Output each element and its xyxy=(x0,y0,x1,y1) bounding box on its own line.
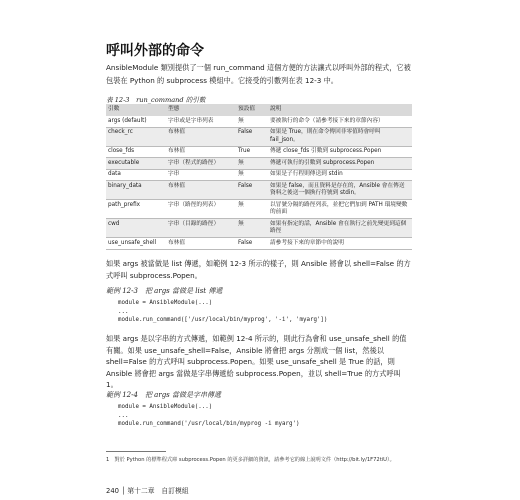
cell-default: False xyxy=(236,181,268,200)
header-default: 預設值 xyxy=(236,104,268,116)
footnote: 1 對於 Python 的標準程式庫 subprocess.Popen 的更多詳細的資訊，請參考它的線上說明文件（http://bit.ly/1F72tiU）。 xyxy=(106,457,395,463)
example-12-3-code: module = AnsibleModule(...) ... module.run_command(['/usr/local/bin/myprog', '-i', 'myarg']) xyxy=(118,300,328,324)
cell-default: False xyxy=(236,238,268,250)
cell-argument: binary_data xyxy=(106,181,166,200)
cell-argument: close_fds xyxy=(106,146,166,158)
cell-description: 請參考接下來的章節中的說明 xyxy=(268,238,412,250)
cell-type: 字串（目錄的路徑） xyxy=(166,219,236,238)
page-footer: 240 │ 第十二章 自訂模組 xyxy=(106,487,189,495)
table-row xyxy=(106,238,412,250)
example-12-3-caption: 範例 12-3 把 args 當做是 list 傳遞 xyxy=(106,287,223,295)
example-12-4-caption: 範例 12-4 把 args 當做是字串傳遞 xyxy=(106,391,221,399)
cell-default: False xyxy=(236,127,268,146)
cell-type: 布林值 xyxy=(166,146,236,158)
table-row xyxy=(106,146,412,158)
cell-type: 布林值 xyxy=(166,127,236,146)
cell-description: 如果是 True，則在命令傳回非零值時會呼叫 fail_json。 xyxy=(268,127,412,146)
cell-description: 傳遞 close_fds 引數到 subprocess.Popen xyxy=(268,146,412,158)
table-row xyxy=(106,127,412,146)
table-row xyxy=(106,200,412,219)
cell-default: 無 xyxy=(236,158,268,170)
table-row xyxy=(106,181,412,200)
table-row xyxy=(106,219,412,238)
cell-argument: check_rc xyxy=(106,127,166,146)
section-heading: 呼叫外部的命令 xyxy=(106,43,204,59)
table-row xyxy=(106,169,412,181)
intro-paragraph: AnsibleModule 類別提供了一個 run_command 這個方便的方法讓式以呼叫外部的程式，它被包裝在 Python 的 subprocess 模組中。它接受的引數列在表 12-3 中。 xyxy=(106,63,411,85)
cell-description: 如果是 false，而且資料是存在的，Ansible 會在傳送資料之後送一個換行符號到 stdin。 xyxy=(268,181,412,200)
example-12-4-code: module = AnsibleModule(...) ... module.run_command('/usr/local/bin/myprog -i myarg') xyxy=(118,404,300,428)
arguments-table xyxy=(106,104,412,250)
cell-default: 無 xyxy=(236,169,268,181)
cell-argument: path_prefix xyxy=(106,200,166,219)
cell-default: 無 xyxy=(236,200,268,219)
cell-argument: data xyxy=(106,169,166,181)
cell-type: 字串或是字串列表 xyxy=(166,116,236,127)
cell-type: 字串 xyxy=(166,169,236,181)
header-type: 型態 xyxy=(166,104,236,116)
footnote-divider xyxy=(106,451,166,452)
cell-description: 如果是子行程則傳送到 stdin xyxy=(268,169,412,181)
header-description: 說明 xyxy=(268,104,412,116)
header-argument: 引數 xyxy=(106,104,166,116)
cell-type: 字串（程式的路徑） xyxy=(166,158,236,170)
cell-argument: args (default) xyxy=(106,116,166,127)
cell-default: True xyxy=(236,146,268,158)
paragraph-string-args: 如果 args 是以字串的方式傳遞，如範例 12-4 所示的，則此行為會和 use_unsafe_shell 的值有關。如果 use_unsafe_shell=False，Ansible 將會把 args 分割成一個 list，然後以 shell=False 的方式呼叫 subprocess.Popen。如果 use_unsafe_shell 是 True 的話，則 Ansible 將會把 args 當做是字串傳遞給 subprocess.Popen，並以 shell=True 的方式呼叫 1。 xyxy=(106,334,407,389)
cell-type: 布林值 xyxy=(166,238,236,250)
cell-argument: executable xyxy=(106,158,166,170)
paragraph-list-args: 如果 args 被當做是 list 傳遞，如範例 12-3 所示的樣子，則 Ansible 將會以 shell=False 的方式呼叫 subprocess.Popen。 xyxy=(106,259,411,280)
cell-type: 布林值 xyxy=(166,181,236,200)
table-header-row xyxy=(106,104,412,116)
table-caption: 表 12-3 run_command 的引數 xyxy=(106,96,206,104)
cell-description: 如果有指定的話，Ansible 會在執行之前先變更到這個路徑 xyxy=(268,219,412,238)
cell-type: 字串（路徑的列表） xyxy=(166,200,236,219)
table-row xyxy=(106,158,412,170)
cell-argument: use_unsafe_shell xyxy=(106,238,166,250)
cell-default: 無 xyxy=(236,116,268,127)
table-row xyxy=(106,116,412,127)
cell-description: 要被執行的命令（請參考接下來的章節內容） xyxy=(268,116,412,127)
cell-default: 無 xyxy=(236,219,268,238)
cell-argument: cwd xyxy=(106,219,166,238)
cell-description: 傳遞可執行的引數到 subprocess.Popen xyxy=(268,158,412,170)
cell-description: 以冒號分隔的路徑列表，並把它們加到 PATH 環境變數的前面 xyxy=(268,200,412,219)
